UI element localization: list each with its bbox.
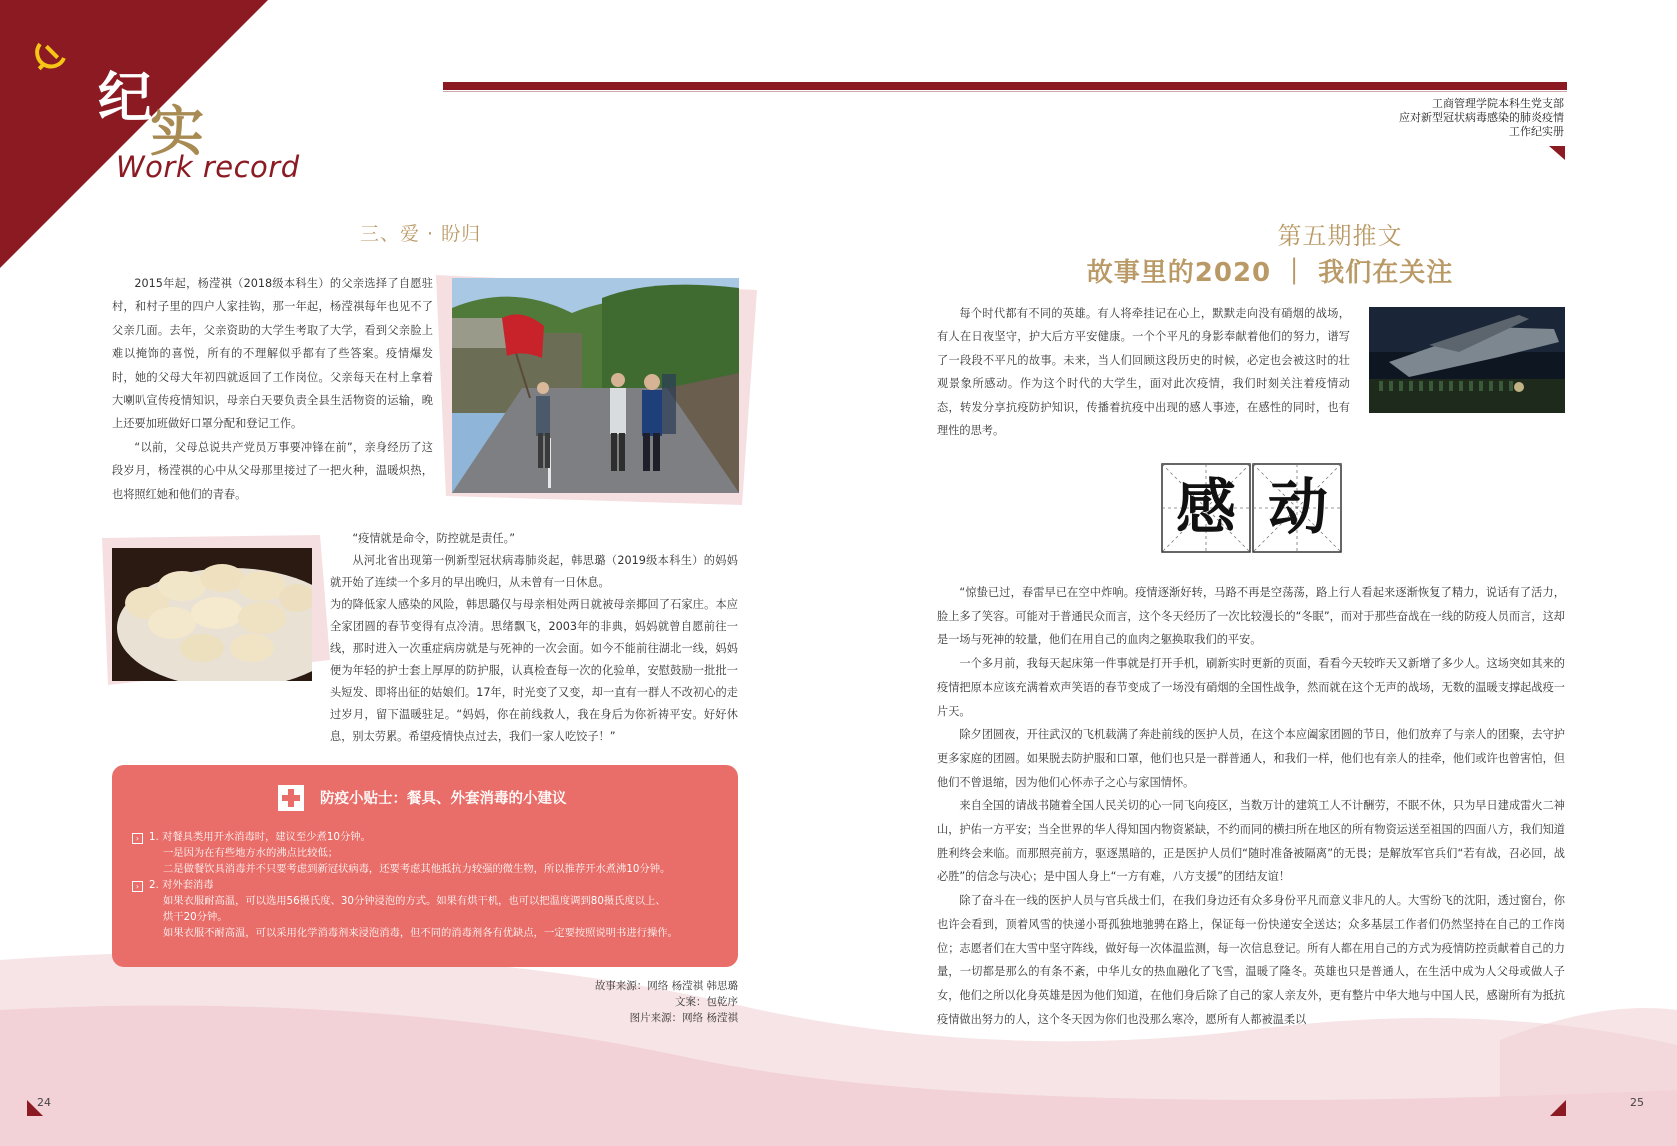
tip-item-line: 如果衣服耐高温，可以选用56摄氏度、30分钟浸泡的方式。如果有烘干机，也可以把温度调到80摄氏度以上、 [163, 895, 666, 907]
tip-item-line: 烘干20分钟。 [163, 911, 228, 923]
header-rule-thin [443, 91, 1567, 92]
tip-item [132, 877, 722, 893]
header-caption [1399, 97, 1564, 139]
paragraph-text: “以前，父母总说共产党员万事要冲锋在前”，亲身经历了这段岁月，杨滢祺的心中从父母那里接过了一把火种，温暖炽热，也将照红她和他们的青春。 [112, 440, 433, 501]
photo-plane-night [1369, 307, 1565, 413]
paragraph-text: 每个时代都有不同的英雄。有人将牵挂记在心上，默默走向没有硝烟的战场，有人在日夜坚守，护大后方平安健康。一个个平凡的身影奉献着他们的努力，谱写了一段段不平凡的故事。未来，当人们回顾这段历史的时候，必定也会被这时的壮观景象所感动。作为这个时代的大学生，面对此次疫情，我们时刻关注着疫情动态，转发分享抗疫防护知识，传播着抗疫中出现的感人事迹，在感性的同时，也有理性的思考。 [937, 307, 1350, 438]
photo-dumplings [112, 548, 312, 681]
tip-item-head: 2. 对外套消毒 [149, 879, 214, 891]
checkbox-icon: › [132, 833, 143, 844]
paragraph-text: 2015年起，杨滢祺（2018级本科生）的父亲选择了自愿驻村，和村子里的四户人家挂钩，那一年起，杨滢祺每年也见不了父亲几面。去年，父亲资助的大学生考取了大学，看到父亲脸上难以掩饰的喜悦，所有的不理解似乎都有了些答案。疫情爆发时，她的父母大年初四就返回了工作岗位。父亲每天在村上拿着大喇叭宣传疫情知识，母亲白天要负责全县生活物资的运输，晚上还要加班做好口罩分配和登记工作。 [112, 277, 433, 431]
calligraphy-char: 动 [1268, 473, 1328, 543]
credit-line: 图片来源：网络 杨滢祺 [629, 1012, 738, 1024]
tip-body [132, 829, 722, 941]
paragraph-text: 来自全国的请战书随着全国人民关切的心一同飞向疫区，当数万计的建筑工人不计酬劳，不眠不休，只为早日建成雷火二神山，护佑一方平安；当全世界的华人得知国内物资紧缺，不约而同的横扫所在地区的所有物资运送至祖国的四面八方，我们知道胜利终会来临。而那照亮前方，驱逐黑暗的，正是医护人员们“随时准备被隔离”的无畏；是解放军官兵们“若有战，召必回，战必胜”的信念与决心；是中国人身上“一方有难，八方支援”的团结友谊！ [937, 799, 1565, 884]
title-char-ji: 纪 [98, 65, 152, 129]
story-paragraph-2 [330, 528, 738, 748]
paragraph-text: 一个多月前，我每天起床第一件事就是打开手机，刷新实时更新的页面，看看今天较昨天又新增了多少人。这场突如其来的疫情把原本应该充满着欢声笑语的春节变成了一场没有硝烟的全国性战争，然而就在这个无声的战场，无数的温暖支撑起战疫一片天。 [937, 657, 1565, 718]
header-caption-line: 工商管理学院本科生党支部 [1432, 97, 1564, 110]
intro-paragraph [937, 302, 1350, 442]
page-number-left: 24 [37, 1096, 51, 1109]
section-title: 三、爱 · 盼归 [360, 223, 482, 245]
tip-item-line: 二是做餐饮具消毒并不只要考虑到新冠状病毒，还要考虑其他抵抗力较强的微生物，所以推荐开水煮沸10分钟。 [163, 863, 671, 875]
photo-flag-walk [452, 278, 739, 493]
calligraphy-box [1161, 463, 1343, 553]
title-english: Work record [116, 150, 300, 184]
paragraph-text: 除了奋斗在一线的医护人员与官兵战士们，在我们身边还有众多身份平凡而意义非凡的人。大雪纷飞的沈阳，透过窗台，你也许会看到，顶着风雪的快递小哥孤独地驰骋在路上，保证每一份快递安全送达；众多基层工作者们仍然坚持在自己的工作岗位；志愿者们在大雪中坚守阵线，做好每一次体温监测，每一次信息登记。所有人都在用自己的方式为疫情防控贡献着自己的力量，一切都是那么的有条不紊，中华儿女的热血融化了飞雪，温暖了隆冬。英雄也只是普通人，在生活中成为人父母或做人子女，他们之所以化身英雄是因为他们知道，在他们身后除了自己的家人亲友外，更有整片中华大地与中国人民，感谢所有为抵抗疫情做出努力的人，这个冬天因为你们也没那么寒冷，愿所有人都被温柔以 [937, 894, 1565, 1026]
header-rule [443, 82, 1567, 90]
paragraph-text: 为的降低家人感染的风险，韩思璐仅与母亲相处两日就被母亲揶回了石家庄。本应全家团圆的春节变得有点冷清。思绪飘飞，2003年的非典，妈妈就曾自愿前往一线，那时进入一次重症病房就是与死神的一次会面。如今不能前往湖北一线，妈妈便为年轻的护士套上厚厚的防护服，认真检查每一次的化验单，安慰鼓励一批批一头短发、即将出征的姑娘们。17年，时光变了又变，却一直有一群人不改初心的走过岁月，留下温暖驻足。“妈妈，你在前线救人，我在身后为你祈祷平安。好好休息，别太劳累。希望疫情快点过去，我们一家人吃饺子！” [330, 598, 738, 743]
first-aid-plus-icon [278, 785, 304, 811]
credit-line: 文案：包乾序 [675, 996, 738, 1008]
calligraphy-char: 感 [1176, 473, 1236, 543]
story-paragraph-1 [112, 272, 433, 506]
issue-title: 第五期推文 [1277, 222, 1403, 250]
paragraph-text: “惊蛰已过，春雷早已在空中炸响。疫情逐渐好转，马路不再是空荡荡，路上行人看起来逐渐恢复了精力，说话有了活力，脸上多了笑容。可能对于普通民众而言，这个冬天经历了一次比较漫长的“冬眠”，而对于那些奋战在一线的防疫人员而言，这却是一场与死神的较量，他们在用自己的血肉之躯换取我们的平安。 [937, 586, 1565, 647]
credits [595, 978, 738, 1026]
header-caption-line: 工作纪实册 [1509, 125, 1564, 138]
tip-item-line: 一是因为在有些地方水的沸点比较低； [163, 847, 339, 859]
tip-item [132, 829, 722, 845]
credit-line: 故事来源：网络 杨滢祺 韩思璐 [594, 980, 738, 992]
paragraph-text: 除夕团圆夜，开往武汉的飞机载满了奔赴前线的医护人员，在这个本应阖家团圆的节日，他们放弃了与亲人的团聚，去守护更多家庭的团圆。如果脱去防护服和口罩，他们也只是一群普通人，和我们一样，他们也有亲人的挂牵，他们或许也曾害怕，但他们不曾退缩，因为他们心怀赤子之心与家国情怀。 [937, 728, 1565, 789]
tip-item-head: 1. 对餐具类用开水消毒时，建议至少煮10分钟。 [149, 831, 371, 843]
tip-title: 防疫小贴士：餐具、外套消毒的小建议 [320, 791, 567, 807]
tip-item-line: 如果衣服不耐高温，可以采用化学消毒剂来浸泡消毒，但不同的消毒剂各有优缺点，一定要按照说明书进行操作。 [163, 927, 678, 939]
checkbox-icon: › [132, 881, 143, 892]
corner-banner [0, 0, 270, 270]
article-title: 故事里的2020 ｜ 我们在关注 [1086, 258, 1454, 288]
body-text [937, 581, 1565, 1031]
paragraph-text: “疫情就是命令，防控就是责任。” [352, 532, 516, 545]
paragraph-text: 从河北省出现第一例新型冠状病毒肺炎起，韩思璐（2019级本科生）的妈妈就开始了连续一个多月的早出晚归，从未曾有一日休息。 [330, 554, 738, 589]
header-caption-line: 应对新型冠状病毒感染的肺炎疫情 [1399, 111, 1564, 124]
title-char-shi: 实 [150, 99, 204, 163]
tip-box [112, 765, 738, 967]
page-number-right: 25 [1630, 1096, 1644, 1109]
